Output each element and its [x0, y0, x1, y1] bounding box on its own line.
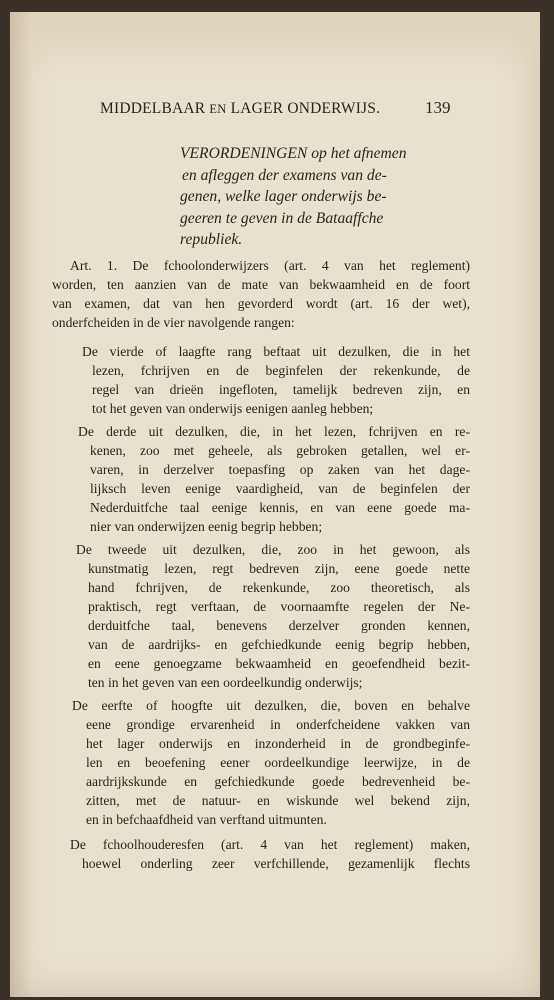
running-head — [100, 100, 470, 118]
text-line: aardrijkskunde en gefchiedkunde goede bedrevenheid be- — [86, 774, 470, 789]
page-number: 139 — [425, 98, 451, 117]
text-line: en in befchaafdheid van verftand uitmunten. — [86, 812, 327, 827]
title-line: geeren te geven in de Bataaffche — [180, 209, 384, 227]
title-line: genen, welke lager onderwijs be- — [180, 188, 387, 205]
text-line: hoewel onderling zeer verfchillende, gezamenlijk flechts — [82, 856, 470, 871]
text-line: varen, in derzelver toepasfing op zaken van het dage- — [90, 462, 470, 477]
text-line: len en beoefening eener oordeelkundige leerwijze, in de — [86, 755, 470, 770]
text-line: derduitfche taal, benevens derzelver gronden kennen, — [88, 618, 470, 633]
text-line: nier van onderwijzen eenig begrip hebben; — [90, 519, 323, 534]
text-line: van examen, dat van hen gevorderd wordt (art. 16 der wet), — [52, 296, 470, 311]
text-line: zitten, met de natuur- en wiskunde wel bekend zijn, — [86, 793, 470, 808]
running-head-word: EN — [209, 102, 227, 116]
text-line: van de aardrijks- en gefchiedkunde eenig begrip hebben, — [88, 637, 470, 652]
text-line: De tweede uit dezulken, die, zoo in het gewoon, als — [76, 542, 470, 557]
text-line: onderfcheiden in de vier navolgende rangen: — [52, 315, 295, 330]
book-page — [10, 12, 540, 997]
text-line: lezen, fchrijven en de beginfelen der rekenkunde, de — [92, 363, 470, 378]
text-line: eene grondige ervarenheid in onderfcheidene vakken van — [86, 717, 470, 732]
page-gutter-shadow — [10, 12, 32, 997]
text-line: hand fchrijven, de rekenkunde, zoo theoretisch, als — [88, 580, 470, 595]
text-line: De vierde of laagfte rang beftaat uit dezulken, die in het — [82, 344, 470, 359]
text-line: worden, ten aanzien van de mate van bekwaamheid en de foort — [52, 277, 470, 292]
text-line: ten in het geven van een oordeelkundig onderwijs; — [88, 675, 363, 690]
text-line: Art. 1. De fchoolonderwijzers (art. 4 van het reglement) — [70, 258, 470, 273]
title-line: en afleggen der examens van de- — [182, 166, 387, 184]
text-line: praktisch, regt verftaan, de voornaamfte regelen der Ne- — [88, 599, 470, 614]
running-head-word: ONDERWIJS. — [287, 100, 381, 117]
running-head-word: MIDDELBAAR — [100, 100, 206, 117]
text-line: kunstmatig lezen, regt bedreven zijn, eene goede nette — [88, 561, 470, 576]
text-line: De fchoolhouderesfen (art. 4 van het reglement) maken, — [70, 837, 470, 852]
page-stain — [10, 12, 540, 82]
title-line: VERORDENINGEN op het afnemen — [180, 145, 407, 162]
text-line: het lager onderwijs en inzonderheid in de grondbeginfe- — [86, 736, 470, 751]
text-line: De eerfte of hoogfte uit dezulken, die, boven en behalve — [72, 698, 470, 713]
title-line: republiek. — [180, 231, 243, 248]
text-line: regel van drieën ingefloten, tamelijk bedreven zijn, en — [92, 382, 470, 397]
section-title — [180, 143, 470, 251]
text-line: Nederduitfche taal eenige kennis, en van eene goede ma- — [90, 500, 470, 515]
text-line: kenen, zoo met geheele, als gebroken getallen, wel er- — [90, 443, 470, 458]
text-line: De derde uit dezulken, die, in het lezen, fchrijven en re- — [78, 424, 470, 439]
text-line: tot het geven van onderwijs eenigen aanleg hebben; — [92, 401, 374, 416]
running-head-word: LAGER — [230, 100, 284, 117]
text-line: lijksch leven eenige vaardigheid, van de beginfelen der — [90, 481, 470, 496]
text-line: en eene genoegzame bekwaamheid en geoefendheid bezit- — [88, 656, 470, 671]
